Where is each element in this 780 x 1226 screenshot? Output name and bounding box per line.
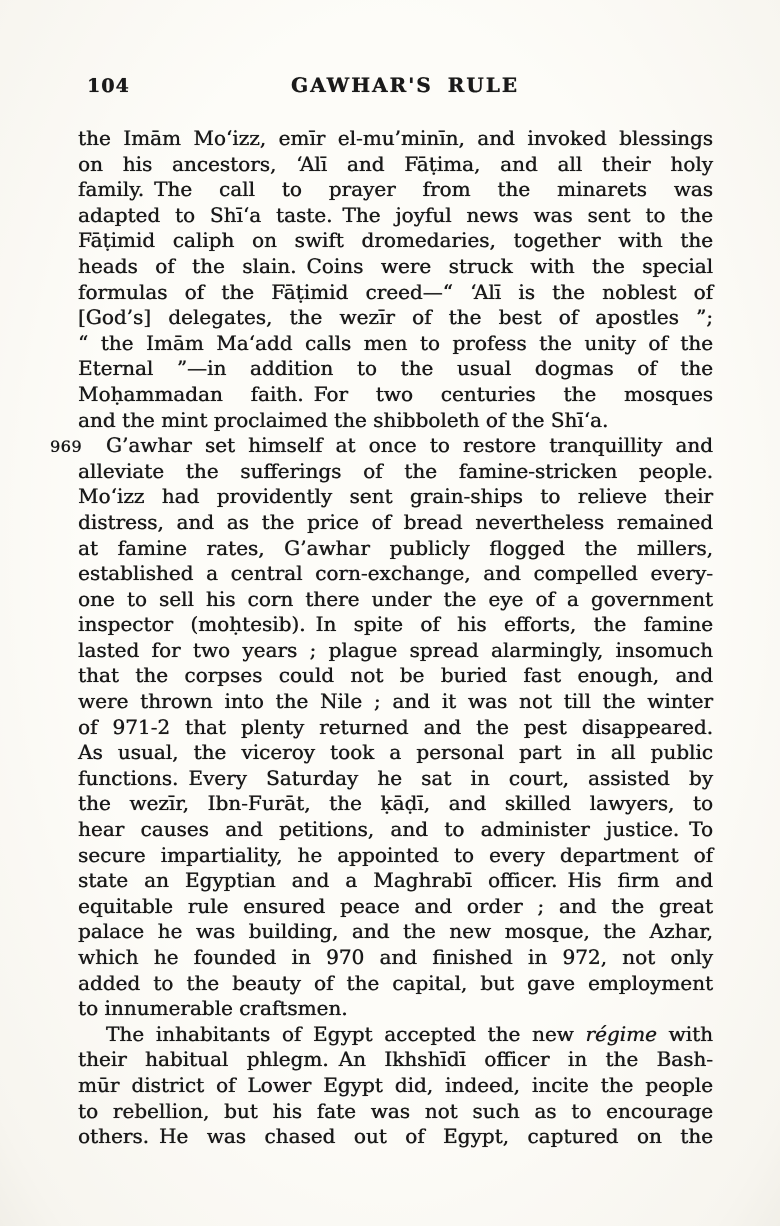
text-line: the Imām Mo‘izz, emīr el-mu’minīn, and invoked blessings (78, 126, 713, 150)
text-line: Mo‘izz had providently sent grain-ships to relieve their (78, 484, 713, 509)
text-line: established a central corn-exchange, and compelled every- (78, 561, 713, 586)
text-line: on his ancestors, ‘Alī and Fāṭima, and all their holy (78, 151, 713, 176)
page-number: 104 (87, 75, 130, 97)
text-line: [God’s] delegates, the wezīr of the best of apostles ”; (78, 305, 713, 330)
text-line: the wezīr, Ibn-Furāt, the ḳāḍī, and skilled lawyers, to (78, 791, 713, 816)
text-line: to rebellion, but his fate was not such as to encourage (78, 1098, 713, 1123)
text-line: state an Egyptian and a Maghrabī officer. His firm and (78, 868, 713, 893)
text-line: alleviate the sufferings of the famine-stricken people. (78, 458, 713, 483)
text-line: heads of the slain. Coins were struck with the special (78, 253, 713, 278)
text-line: G’awhar set himself at once to restore tranquillity and (106, 433, 713, 458)
text-line: to innumerable craftsmen. (78, 996, 348, 1021)
text-line: others. He was chased out of Egypt, captured on the (78, 1124, 713, 1149)
text-line: Eternal ”—in addition to the usual dogmas of the (78, 356, 713, 381)
paragraph (78, 1022, 713, 1150)
text-line: their habitual phlegm. An Ikhshīdī officer in the Bash- (78, 1047, 713, 1072)
text-line: family. The call to prayer from the minarets was (78, 177, 713, 202)
text-line: secure impartiality, he appointed to every department of (78, 842, 713, 867)
text-line: palace he was building, and the new mosque, the Azhar, (78, 919, 713, 944)
paragraph (78, 433, 713, 1022)
text-line: Moḥammadan faith. For two centuries the mosques (78, 381, 713, 406)
text-line: were thrown into the Nile ; and it was not till the winter (78, 689, 713, 714)
text-line: distress, and as the price of bread nevertheless remained (78, 509, 713, 534)
text-line: inspector (moḥtesib). In spite of his efforts, the famine (78, 612, 713, 637)
text-line: Fāṭimid caliph on swift dromedaries, together with the (78, 228, 713, 253)
text-line: added to the beauty of the capital, but gave employment (78, 970, 713, 995)
paragraph (78, 126, 713, 433)
text-line: adapted to Shī‘a taste. The joyful news was sent to the (78, 202, 713, 227)
text-line: one to sell his corn there under the eye of a government (78, 586, 713, 611)
text-line: and the mint proclaimed the shibboleth of the Shī‘a. (78, 407, 609, 432)
text-line: mūr district of Lower Egypt did, indeed, incite the people (78, 1072, 713, 1097)
text-line: lasted for two years ; plague spread alarmingly, insomuch (78, 637, 713, 662)
text-line: of 971-2 that plenty returned and the pest disappeared. (78, 714, 713, 739)
text-line: formulas of the Fāṭimid creed—“ ‘Alī is the noblest of (78, 279, 713, 304)
text-line: As usual, the viceroy took a personal part in all public (78, 740, 713, 765)
running-head: GAWHAR'S RULE (291, 73, 519, 97)
page-body (78, 126, 713, 1150)
text-line: which he founded in 970 and finished in 972, not only (78, 945, 713, 969)
text-line: The inhabitants of Egypt accepted the new régime with (106, 1021, 713, 1046)
text-line: that the corpses could not be buried fast enough, and (78, 663, 713, 688)
text-line: at famine rates, G’awhar publicly flogged the millers, (78, 535, 713, 560)
text-line: hear causes and petitions, and to administer justice. To (78, 817, 713, 842)
text-line: equitable rule ensured peace and order ; and the great (78, 893, 713, 918)
text-line: functions. Every Saturday he sat in court, assisted by (78, 765, 713, 790)
text-line: “ the Imām Ma‘add calls men to profess the unity of the (78, 330, 713, 355)
margin-year-note: 969 (50, 437, 83, 456)
